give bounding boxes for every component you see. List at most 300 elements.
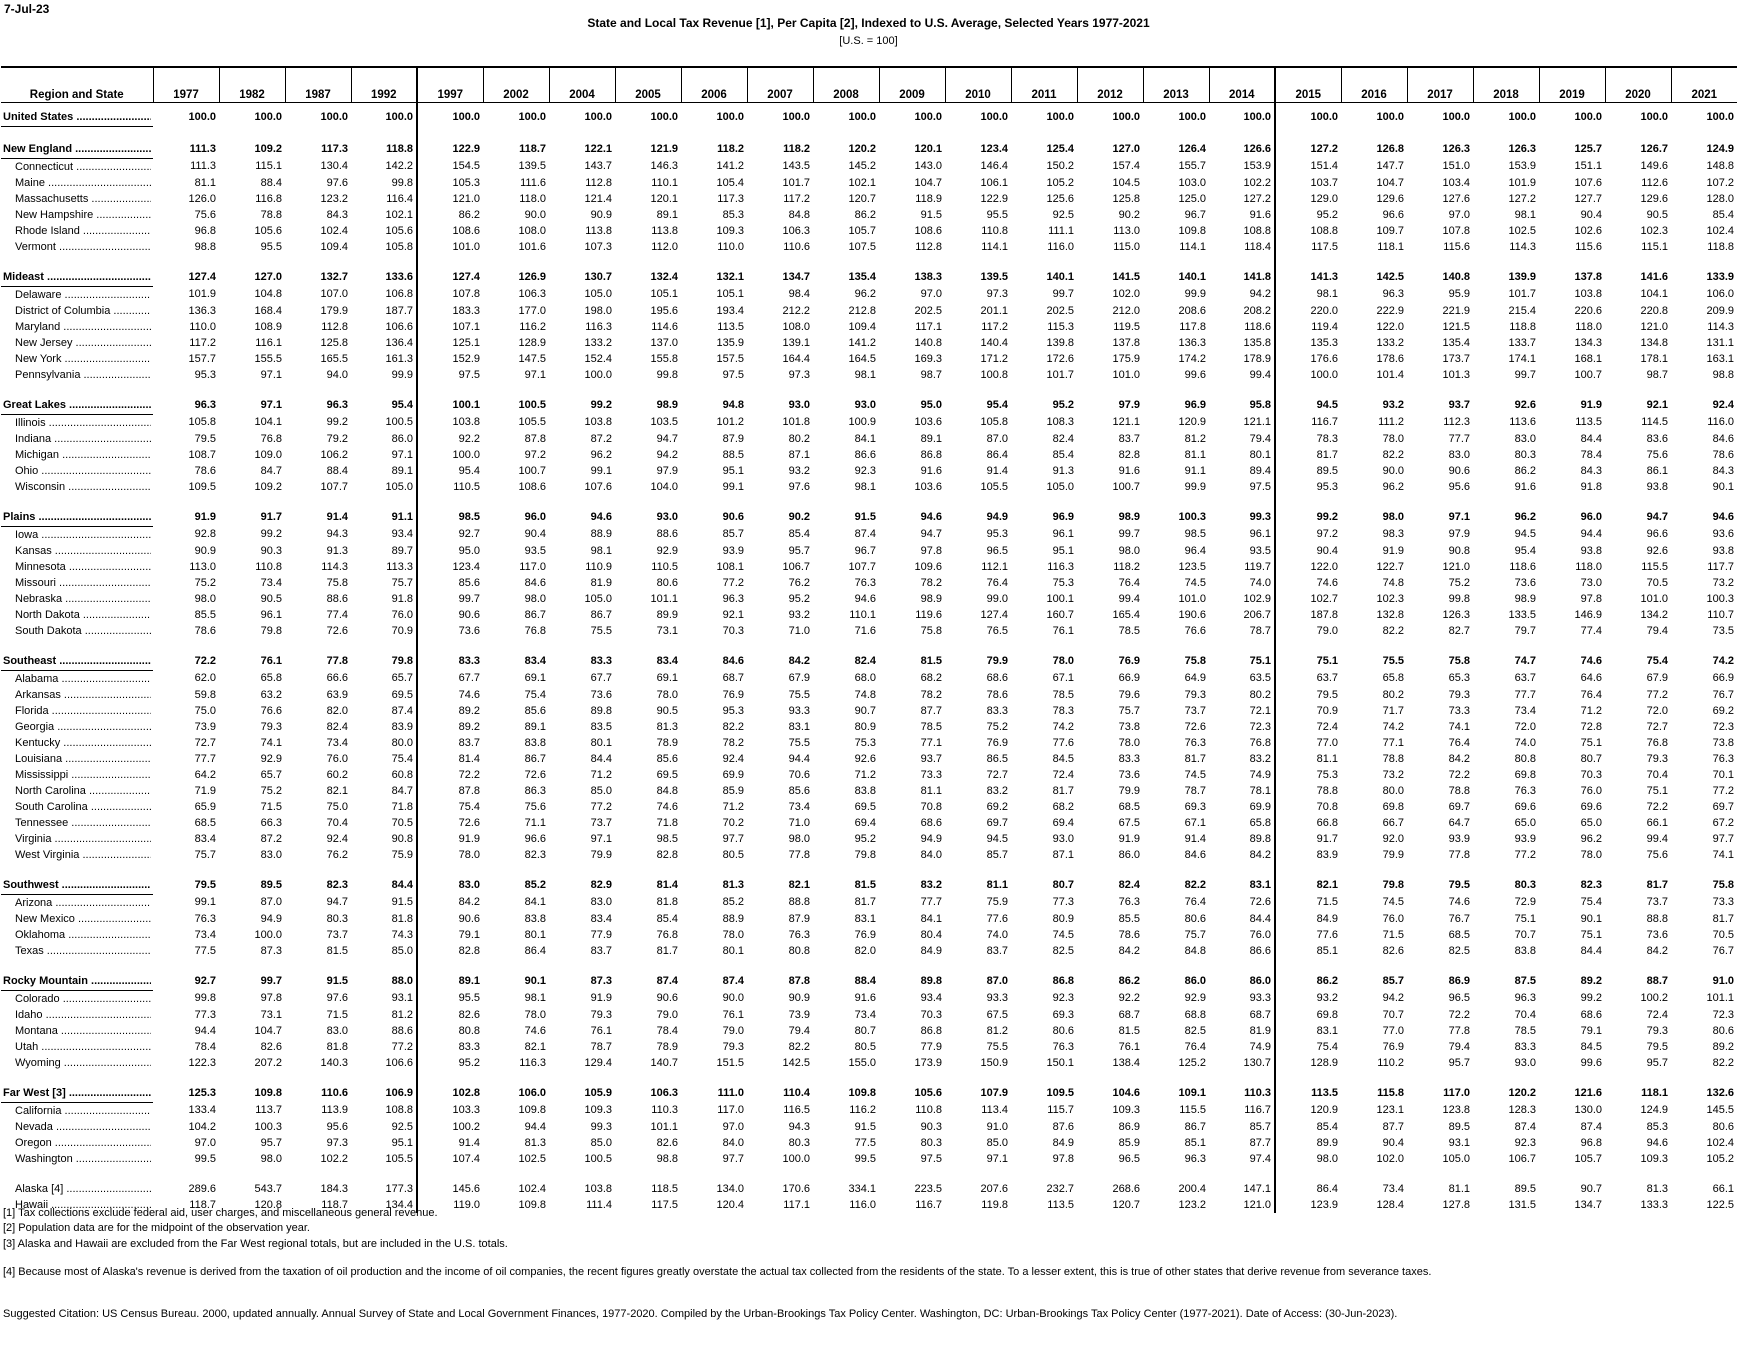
table-cell: 128.4 xyxy=(1376,1198,1404,1211)
table-cell: 127.8 xyxy=(1442,1198,1470,1211)
table-cell: 105.7 xyxy=(848,224,876,237)
table-cell: 60.8 xyxy=(391,768,413,781)
table-cell: 98.0 xyxy=(260,1152,282,1165)
table-cell: 139.8 xyxy=(1046,336,1074,349)
table-cell: 72.0 xyxy=(1646,704,1668,717)
table-cell: 91.0 xyxy=(1712,975,1734,988)
table-cell: 164.5 xyxy=(848,352,876,365)
table-cell: 82.2 xyxy=(1382,624,1404,637)
table-cell: 68.2 xyxy=(1052,800,1074,813)
table-cell: 79.9 xyxy=(986,655,1008,668)
table-cell: 69.2 xyxy=(986,800,1008,813)
table-cell: 78.6 xyxy=(1118,928,1140,941)
table-cell: 79.3 xyxy=(260,720,282,733)
table-cell: 76.6 xyxy=(1184,624,1206,637)
table-cell: 87.2 xyxy=(260,832,282,845)
table-cell: 90.9 xyxy=(590,208,612,221)
table-cell: 75.9 xyxy=(986,896,1008,909)
table-cell: 101.0 xyxy=(417,239,483,255)
column-header-year: 2021 xyxy=(1671,67,1737,103)
table-cell: 62.0 xyxy=(194,672,216,685)
table-cell: 79.5 xyxy=(1448,879,1470,892)
table-cell: 73.4 xyxy=(1514,704,1536,717)
table-cell: 82.1 xyxy=(788,879,810,892)
table-cell: 212.2 xyxy=(782,304,810,317)
table-cell: 102.0 xyxy=(1112,288,1140,301)
table-cell: 134.7 xyxy=(782,271,810,284)
table-cell: 96.1 xyxy=(1249,528,1271,541)
table-cell: 105.4 xyxy=(716,176,744,189)
state-name xyxy=(1,943,153,959)
table-cell: 84.8 xyxy=(788,208,810,221)
table-cell: 96.2 xyxy=(590,448,612,461)
state-row xyxy=(1,575,1737,591)
row-label-text: Virginia xyxy=(15,832,52,845)
table-cell: 79.3 xyxy=(1448,688,1470,701)
table-cell: 145.6 xyxy=(417,1167,483,1197)
table-cell: 95.3 xyxy=(194,368,216,381)
table-cell: 96.3 xyxy=(1382,288,1404,301)
table-cell: 101.7 xyxy=(1046,368,1074,381)
table-cell: 183.3 xyxy=(417,303,483,319)
table-cell: 81.1 xyxy=(986,879,1008,892)
table-cell: 78.4 xyxy=(194,1040,216,1053)
table-cell: 73.4 xyxy=(1382,1182,1404,1195)
table-cell: 139.9 xyxy=(1508,271,1536,284)
table-cell: 90.3 xyxy=(920,1120,942,1133)
state-row xyxy=(1,1135,1737,1151)
table-cell: 155.0 xyxy=(848,1056,876,1069)
table-cell: 90.6 xyxy=(417,911,483,927)
table-cell: 75.8 xyxy=(1712,879,1734,892)
table-cell: 75.7 xyxy=(1184,928,1206,941)
table-cell: 106.6 xyxy=(385,1056,413,1069)
column-header-year: 2012 xyxy=(1077,67,1143,103)
table-cell: 93.2 xyxy=(1275,991,1341,1008)
table-cell: 87.2 xyxy=(590,432,612,445)
table-cell: 147.1 xyxy=(1243,1182,1271,1195)
table-cell: 78.7 xyxy=(590,1040,612,1053)
state-row xyxy=(1,895,1737,912)
table-cell: 95.3 xyxy=(986,528,1008,541)
table-cell: 121.0 xyxy=(1640,320,1668,333)
table-cell: 118.6 xyxy=(1244,320,1271,333)
table-cell: 207.6 xyxy=(980,1182,1008,1195)
table-cell: 116.3 xyxy=(585,320,612,333)
table-cell: 97.8 xyxy=(920,544,942,557)
state-row xyxy=(1,1023,1737,1039)
table-cell: 201.1 xyxy=(980,304,1008,317)
footnote: [3] Alaska and Hawaii are excluded from the Far West regional totals, but are included in the U.S. totals. xyxy=(3,1237,508,1250)
table-cell: 98.1 xyxy=(854,368,876,381)
table-cell: 95.1 xyxy=(722,464,744,477)
table-cell: 75.2 xyxy=(194,576,216,589)
state-row xyxy=(1,1119,1737,1135)
table-cell: 220.0 xyxy=(1275,303,1341,319)
table-cell: 133.6 xyxy=(385,271,413,284)
table-cell: 84.0 xyxy=(722,1136,744,1149)
table-cell: 100.0 xyxy=(782,111,810,124)
row-label xyxy=(3,654,151,669)
table-cell: 174.1 xyxy=(1508,352,1536,365)
row-label xyxy=(3,142,151,157)
table-cell: 92.9 xyxy=(656,544,678,557)
table-cell: 76.3 xyxy=(1712,752,1734,765)
table-cell: 73.6 xyxy=(1514,576,1536,589)
row-label xyxy=(3,1040,151,1055)
table-cell: 95.2 xyxy=(854,832,876,845)
table-cell: 95.0 xyxy=(920,399,942,412)
table-cell: 268.6 xyxy=(1112,1182,1140,1195)
table-cell: 83.4 xyxy=(656,655,678,668)
table-cell: 116.5 xyxy=(783,1104,810,1117)
table-cell: 73.6 xyxy=(417,623,483,639)
table-cell: 99.9 xyxy=(1184,480,1206,493)
table-cell: 165.4 xyxy=(1112,608,1140,621)
table-cell: 87.8 xyxy=(524,432,546,445)
table-cell: 90.4 xyxy=(1382,1136,1404,1149)
table-cell: 115.3 xyxy=(1047,320,1074,333)
region-name xyxy=(1,959,153,991)
table-cell: 90.2 xyxy=(788,511,810,524)
state-name xyxy=(1,623,153,639)
table-cell: 98.0 xyxy=(194,592,216,605)
table-cell: 175.9 xyxy=(1112,352,1140,365)
table-cell: 97.8 xyxy=(260,992,282,1005)
table-cell: 94.9 xyxy=(920,832,942,845)
table-cell: 77.5 xyxy=(194,944,216,957)
table-cell: 85.6 xyxy=(788,784,810,797)
table-cell: 126.0 xyxy=(188,192,216,205)
table-cell: 108.0 xyxy=(518,224,546,237)
row-label xyxy=(3,688,151,703)
table-cell: 95.5 xyxy=(417,991,483,1008)
table-cell: 84.4 xyxy=(1580,944,1602,957)
table-cell: 153.9 xyxy=(1243,160,1271,173)
table-cell: 110.5 xyxy=(417,479,483,495)
state-name xyxy=(1,479,153,495)
state-name xyxy=(1,287,153,304)
table-cell: 96.2 xyxy=(1382,480,1404,493)
table-cell: 94.7 xyxy=(326,896,348,909)
table-cell: 100.0 xyxy=(417,103,483,127)
table-cell: 87.4 xyxy=(1580,1120,1602,1133)
table-cell: 93.8 xyxy=(1712,544,1734,557)
table-body xyxy=(1,103,1737,1214)
row-label xyxy=(3,784,151,799)
table-cell: 72.0 xyxy=(1514,720,1536,733)
table-cell: 105.6 xyxy=(914,1087,942,1100)
table-cell: 178.1 xyxy=(1640,352,1668,365)
column-header-year: 1982 xyxy=(219,67,285,103)
table-cell: 92.3 xyxy=(1052,992,1074,1005)
table-cell: 67.9 xyxy=(788,672,810,685)
table-cell: 81.4 xyxy=(656,879,678,892)
table-cell: 102.5 xyxy=(1508,224,1536,237)
region-name xyxy=(1,383,153,415)
state-name xyxy=(1,815,153,831)
table-cell: 220.6 xyxy=(1574,304,1602,317)
table-cell: 78.4 xyxy=(656,1024,678,1037)
table-cell: 70.2 xyxy=(722,816,744,829)
table-cell: 92.4 xyxy=(1712,399,1734,412)
table-cell: 113.7 xyxy=(255,1104,282,1117)
table-cell: 103.8 xyxy=(1574,288,1602,301)
table-cell: 83.0 xyxy=(326,1024,348,1037)
row-label-text: South Carolina xyxy=(15,800,88,813)
table-cell: 76.1 xyxy=(260,655,282,668)
row-label xyxy=(3,912,151,927)
state-name xyxy=(1,671,153,688)
state-row xyxy=(1,415,1737,432)
table-cell: 100.0 xyxy=(1243,111,1271,124)
table-cell: 76.3 xyxy=(788,928,810,941)
table-cell: 72.4 xyxy=(1275,719,1341,735)
table-cell: 98.5 xyxy=(656,832,678,845)
state-name xyxy=(1,239,153,255)
table-cell: 131.1 xyxy=(1706,336,1734,349)
table-cell: 85.7 xyxy=(722,528,744,541)
table-cell: 154.5 xyxy=(417,159,483,176)
table-cell: 84.6 xyxy=(524,576,546,589)
table-cell: 86.4 xyxy=(986,448,1008,461)
table-cell: 150.1 xyxy=(1046,1056,1074,1069)
state-row xyxy=(1,607,1737,623)
table-cell: 82.8 xyxy=(417,943,483,959)
table-cell: 76.7 xyxy=(1448,912,1470,925)
table-cell: 101.2 xyxy=(716,416,744,429)
table-cell: 86.5 xyxy=(986,752,1008,765)
row-label-text: Arizona xyxy=(15,896,53,909)
table-cell: 106.0 xyxy=(1706,288,1734,301)
table-cell: 70.8 xyxy=(920,800,942,813)
table-cell: 98.3 xyxy=(1382,528,1404,541)
table-cell: 110.5 xyxy=(651,560,678,573)
table-cell: 71.2 xyxy=(1580,704,1602,717)
table-cell: 133.3 xyxy=(1640,1198,1668,1211)
table-cell: 94.9 xyxy=(986,511,1008,524)
table-cell: 87.4 xyxy=(1514,1120,1536,1133)
table-cell: 72.7 xyxy=(1646,720,1668,733)
table-cell: 97.1 xyxy=(391,448,413,461)
table-cell: 75.1 xyxy=(1646,784,1668,797)
table-cell: 99.7 xyxy=(1052,288,1074,301)
table-cell: 74.1 xyxy=(1448,720,1470,733)
table-cell: 118.0 xyxy=(519,192,546,205)
table-cell: 133.4 xyxy=(188,1104,216,1117)
column-header-year: 2007 xyxy=(747,67,813,103)
table-cell: 106.3 xyxy=(782,224,810,237)
table-cell: 96.2 xyxy=(854,288,876,301)
table-cell: 94.6 xyxy=(854,592,876,605)
table-cell: 132.8 xyxy=(1376,608,1404,621)
table-cell: 187.7 xyxy=(385,304,413,317)
row-label xyxy=(3,464,151,479)
table-cell: 89.1 xyxy=(524,720,546,733)
table-cell: 115.1 xyxy=(255,160,282,173)
table-cell: 92.0 xyxy=(1382,832,1404,845)
table-cell: 100.0 xyxy=(1376,111,1404,124)
table-cell: 72.8 xyxy=(1580,720,1602,733)
table-cell: 98.0 xyxy=(1118,544,1140,557)
row-label xyxy=(3,1008,151,1023)
table-cell: 195.6 xyxy=(650,304,678,317)
table-cell: 68.6 xyxy=(920,816,942,829)
table-cell: 84.5 xyxy=(1052,752,1074,765)
table-cell: 102.4 xyxy=(1706,1136,1734,1149)
table-cell: 84.4 xyxy=(391,879,413,892)
table-cell: 93.9 xyxy=(1514,832,1536,845)
row-label-text: Louisiana xyxy=(15,752,63,765)
table-cell: 100.0 xyxy=(716,111,744,124)
table-cell: 79.1 xyxy=(417,927,483,943)
table-cell: 95.3 xyxy=(722,704,744,717)
table-cell: 102.2 xyxy=(320,1152,348,1165)
table-cell: 116.3 xyxy=(1047,560,1074,573)
table-cell: 75.1 xyxy=(1580,928,1602,941)
table-cell: 94.2 xyxy=(1249,288,1271,301)
table-cell: 113.8 xyxy=(585,224,612,237)
table-cell: 76.4 xyxy=(1184,896,1206,909)
table-cell: 96.1 xyxy=(260,608,282,621)
row-label xyxy=(3,480,151,495)
row-label-text: Plains xyxy=(3,511,36,523)
table-cell: 115.8 xyxy=(1377,1087,1404,1100)
table-cell: 63.5 xyxy=(1249,672,1271,685)
table-cell: 92.1 xyxy=(1646,399,1668,412)
table-cell: 109.1 xyxy=(1178,1087,1206,1100)
table-cell: 80.7 xyxy=(1580,752,1602,765)
table-cell: 119.4 xyxy=(1275,319,1341,335)
table-cell: 215.4 xyxy=(1508,304,1536,317)
table-cell: 86.6 xyxy=(1249,944,1271,957)
table-cell: 81.1 xyxy=(194,176,216,189)
row-label xyxy=(3,544,151,559)
table-cell: 118.9 xyxy=(915,192,942,205)
table-cell: 73.2 xyxy=(1382,768,1404,781)
table-cell: 97.0 xyxy=(194,1136,216,1149)
row-label xyxy=(3,336,151,351)
table-cell: 75.1 xyxy=(1514,912,1536,925)
table-cell: 75.7 xyxy=(194,848,216,861)
table-cell: 113.6 xyxy=(1509,416,1536,429)
table-cell: 117.5 xyxy=(1275,239,1341,255)
table-cell: 87.4 xyxy=(722,975,744,988)
table-cell: 115.5 xyxy=(1179,1104,1206,1117)
table-cell: 74.1 xyxy=(1712,848,1734,861)
table-cell: 106.0 xyxy=(518,1087,546,1100)
table-cell: 71.7 xyxy=(1382,704,1404,717)
table-cell: 118.1 xyxy=(1377,240,1404,253)
row-label-text: Pennsylvania xyxy=(15,368,81,381)
state-row xyxy=(1,335,1737,351)
table-cell: 81.7 xyxy=(1646,879,1668,892)
table-cell: 114.1 xyxy=(1179,240,1206,253)
table-cell: 80.7 xyxy=(1052,879,1074,892)
table-cell: 92.1 xyxy=(722,608,744,621)
table-cell: 75.2 xyxy=(1448,576,1470,589)
table-cell: 151.0 xyxy=(1442,160,1470,173)
table-cell: 122.9 xyxy=(980,192,1008,205)
table-cell: 80.0 xyxy=(1382,784,1404,797)
table-cell: 98.0 xyxy=(1275,1151,1341,1167)
table-cell: 68.0 xyxy=(854,672,876,685)
table-cell: 92.6 xyxy=(1646,544,1668,557)
table-cell: 105.0 xyxy=(1442,1152,1470,1165)
table-cell: 66.9 xyxy=(1712,672,1734,685)
table-cell: 123.4 xyxy=(980,143,1008,155)
row-label xyxy=(3,448,151,463)
table-cell: 84.8 xyxy=(1184,944,1206,957)
table-cell: 113.5 xyxy=(717,320,744,333)
table-cell: 157.4 xyxy=(1112,160,1140,173)
state-row xyxy=(1,239,1737,255)
table-cell: 109.4 xyxy=(320,240,348,253)
table-cell: 86.0 xyxy=(1118,848,1140,861)
table-cell: 110.6 xyxy=(783,240,810,253)
table-cell: 69.8 xyxy=(1382,800,1404,813)
table-cell: 93.2 xyxy=(788,608,810,621)
table-cell: 74.6 xyxy=(1580,655,1602,668)
column-header-year: 2002 xyxy=(483,67,549,103)
column-header-year: 2009 xyxy=(879,67,945,103)
table-cell: 85.6 xyxy=(417,575,483,591)
table-cell: 94.4 xyxy=(524,1120,546,1133)
table-cell: 95.4 xyxy=(391,399,413,412)
row-label-text: New Jersey xyxy=(15,336,73,349)
table-cell: 93.9 xyxy=(1448,832,1470,845)
table-cell: 94.8 xyxy=(722,399,744,412)
table-cell: 92.3 xyxy=(854,464,876,477)
table-cell: 99.6 xyxy=(1580,1056,1602,1069)
table-cell: 97.5 xyxy=(920,1152,942,1165)
table-cell: 114.6 xyxy=(651,320,678,333)
table-cell: 78.2 xyxy=(920,688,942,701)
table-cell: 94.3 xyxy=(788,1120,810,1133)
table-cell: 71.6 xyxy=(854,624,876,637)
table-cell: 71.0 xyxy=(788,816,810,829)
table-cell: 112.6 xyxy=(1641,176,1668,189)
table-cell: 98.0 xyxy=(1382,511,1404,524)
table-cell: 93.8 xyxy=(1646,480,1668,493)
table-cell: 108.8 xyxy=(385,1104,413,1117)
table-cell: 81.2 xyxy=(391,1008,413,1021)
table-cell: 97.2 xyxy=(524,448,546,461)
state-row xyxy=(1,1167,1737,1197)
table-cell: 71.8 xyxy=(391,800,413,813)
table-cell: 74.9 xyxy=(1249,1040,1271,1053)
table-cell: 100.0 xyxy=(1706,111,1734,124)
row-label-text: New York xyxy=(15,352,62,365)
table-cell: 220.8 xyxy=(1640,304,1668,317)
table-cell: 102.1 xyxy=(385,208,413,221)
table-cell: 72.7 xyxy=(194,736,216,749)
table-cell: 105.8 xyxy=(188,416,216,429)
state-row xyxy=(1,463,1737,479)
table-cell: 83.8 xyxy=(1514,944,1536,957)
table-cell: 113.5 xyxy=(1575,416,1602,429)
table-cell: 82.1 xyxy=(524,1040,546,1053)
row-label-text: Delaware xyxy=(15,288,62,301)
region-row xyxy=(1,639,1737,671)
table-cell: 81.5 xyxy=(920,655,942,668)
table-cell: 85.2 xyxy=(524,879,546,892)
table-cell: 76.8 xyxy=(524,624,546,637)
state-name xyxy=(1,1167,153,1197)
table-cell: 105.5 xyxy=(385,1152,413,1165)
row-label-text: Indiana xyxy=(15,432,52,445)
table-cell: 74.3 xyxy=(391,928,413,941)
